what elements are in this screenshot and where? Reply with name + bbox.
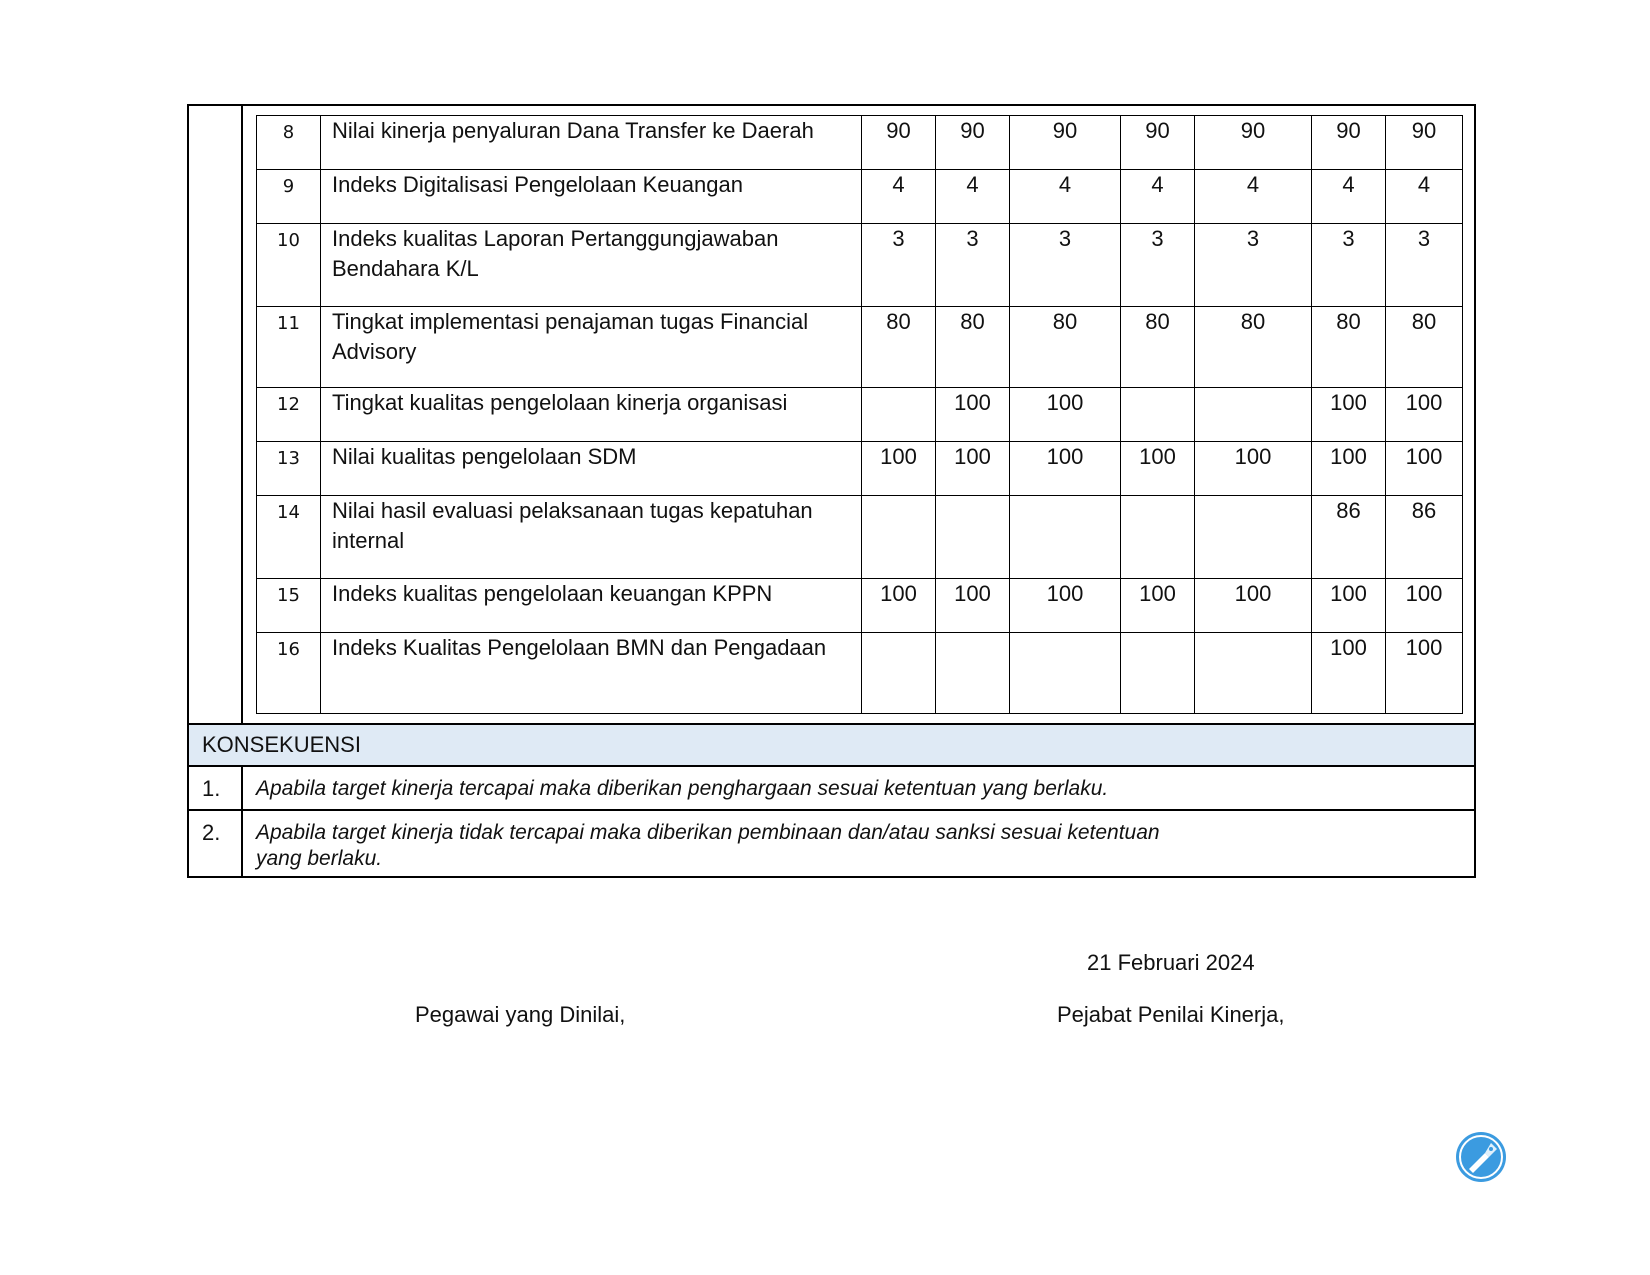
target-value: 90 [936, 116, 1010, 170]
table-row [257, 633, 1463, 714]
target-value [1121, 496, 1195, 579]
signature-left-label: Pegawai yang Dinilai, [415, 1002, 626, 1027]
target-value: 100 [1121, 579, 1195, 633]
table-row [257, 579, 1463, 633]
column-divider [241, 106, 243, 726]
target-value: 3 [1312, 224, 1386, 307]
target-value: 4 [1312, 170, 1386, 224]
target-value: 100 [862, 442, 936, 496]
row-number: 9 [257, 170, 321, 224]
target-value: 3 [1121, 224, 1195, 307]
target-value [1010, 633, 1121, 714]
table-row [257, 496, 1463, 579]
indicator-name: Indeks kualitas Laporan Pertanggungjawaban Bendahara K/L [321, 224, 862, 307]
table-row [257, 442, 1463, 496]
indicator-name: Nilai hasil evaluasi pelaksanaan tugas kepatuhan internal [321, 496, 862, 579]
target-value: 80 [936, 307, 1010, 388]
indicator-name: Tingkat implementasi penajaman tugas Financial Advisory [321, 307, 862, 388]
target-value: 100 [862, 579, 936, 633]
signature-right-label: Pejabat Penilai Kinerja, [1057, 1002, 1285, 1027]
table-row [257, 170, 1463, 224]
item-text: Apabila target kinerja tercapai maka diberikan penghargaan sesuai ketentuan yang berlaku. [256, 777, 1109, 800]
target-value: 90 [1010, 116, 1121, 170]
target-value: 80 [862, 307, 936, 388]
target-value: 4 [1386, 170, 1463, 224]
target-value: 86 [1386, 496, 1463, 579]
target-value [1121, 633, 1195, 714]
row-number: 16 [257, 633, 321, 714]
target-value: 100 [1195, 442, 1312, 496]
row-number: 12 [257, 388, 321, 442]
target-value: 80 [1195, 307, 1312, 388]
target-value: 80 [1121, 307, 1195, 388]
target-value [1121, 388, 1195, 442]
row-number: 10 [257, 224, 321, 307]
konsekuensi-item [189, 811, 1474, 876]
target-value: 100 [1121, 442, 1195, 496]
target-value: 90 [1195, 116, 1312, 170]
target-value: 3 [1010, 224, 1121, 307]
target-value: 100 [1312, 442, 1386, 496]
indicator-table [256, 115, 1463, 714]
item-number: 1. [202, 776, 221, 801]
target-value: 3 [936, 224, 1010, 307]
target-value: 100 [1312, 388, 1386, 442]
target-value: 90 [1312, 116, 1386, 170]
target-value [1010, 496, 1121, 579]
indicator-name: Tingkat kualitas pengelolaan kinerja organisasi [321, 388, 862, 442]
signature-date: 21 Februari 2024 [1087, 950, 1255, 975]
pen-nib-circle-icon [1455, 1131, 1507, 1183]
target-value: 80 [1386, 307, 1463, 388]
target-value: 100 [1386, 633, 1463, 714]
target-value: 4 [936, 170, 1010, 224]
target-value: 100 [1010, 442, 1121, 496]
target-value: 100 [936, 442, 1010, 496]
target-value: 100 [1195, 579, 1312, 633]
indicator-name: Indeks Digitalisasi Pengelolaan Keuangan [321, 170, 862, 224]
table-row [257, 388, 1463, 442]
target-value: 100 [1010, 579, 1121, 633]
table-row [257, 307, 1463, 388]
target-value: 90 [1121, 116, 1195, 170]
target-value: 100 [936, 579, 1010, 633]
target-value: 80 [1010, 307, 1121, 388]
target-value [1195, 633, 1312, 714]
row-number: 14 [257, 496, 321, 579]
konsekuensi-item [189, 767, 1474, 811]
target-value: 4 [1195, 170, 1312, 224]
target-value: 80 [1312, 307, 1386, 388]
row-number: 15 [257, 579, 321, 633]
target-value: 4 [1010, 170, 1121, 224]
table-row [257, 116, 1463, 170]
target-value: 90 [862, 116, 936, 170]
target-value [936, 496, 1010, 579]
target-value [862, 496, 936, 579]
target-value [862, 633, 936, 714]
target-value: 90 [1386, 116, 1463, 170]
row-number: 11 [257, 307, 321, 388]
row-number: 8 [257, 116, 321, 170]
target-value: 4 [1121, 170, 1195, 224]
target-value [1195, 388, 1312, 442]
target-value: 100 [1386, 442, 1463, 496]
target-value: 100 [936, 388, 1010, 442]
item-text [256, 820, 1160, 872]
performance-table-container [187, 104, 1476, 878]
indicator-name: Indeks Kualitas Pengelolaan BMN dan Pengadaan [321, 633, 862, 714]
target-value [1195, 496, 1312, 579]
indicator-name: Nilai kinerja penyaluran Dana Transfer ke Daerah [321, 116, 862, 170]
item-number: 2. [202, 820, 221, 845]
target-value [862, 388, 936, 442]
indicator-name: Indeks kualitas pengelolaan keuangan KPPN [321, 579, 862, 633]
item-text-line-2: yang berlaku. [256, 847, 383, 870]
target-value: 100 [1010, 388, 1121, 442]
target-value: 100 [1312, 579, 1386, 633]
target-value: 3 [862, 224, 936, 307]
konsekuensi-heading: KONSEKUENSI [189, 723, 1474, 767]
item-text-line-1: Apabila target kinerja tidak tercapai maka diberikan pembinaan dan/atau sanksi sesuai ketentuan [256, 821, 1160, 844]
target-value: 3 [1386, 224, 1463, 307]
target-value: 100 [1386, 579, 1463, 633]
target-value: 4 [862, 170, 936, 224]
target-value: 100 [1312, 633, 1386, 714]
target-value: 3 [1195, 224, 1312, 307]
indicator-name: Nilai kualitas pengelolaan SDM [321, 442, 862, 496]
target-value: 86 [1312, 496, 1386, 579]
table-row [257, 224, 1463, 307]
target-value: 100 [1386, 388, 1463, 442]
row-number: 13 [257, 442, 321, 496]
target-value [936, 633, 1010, 714]
